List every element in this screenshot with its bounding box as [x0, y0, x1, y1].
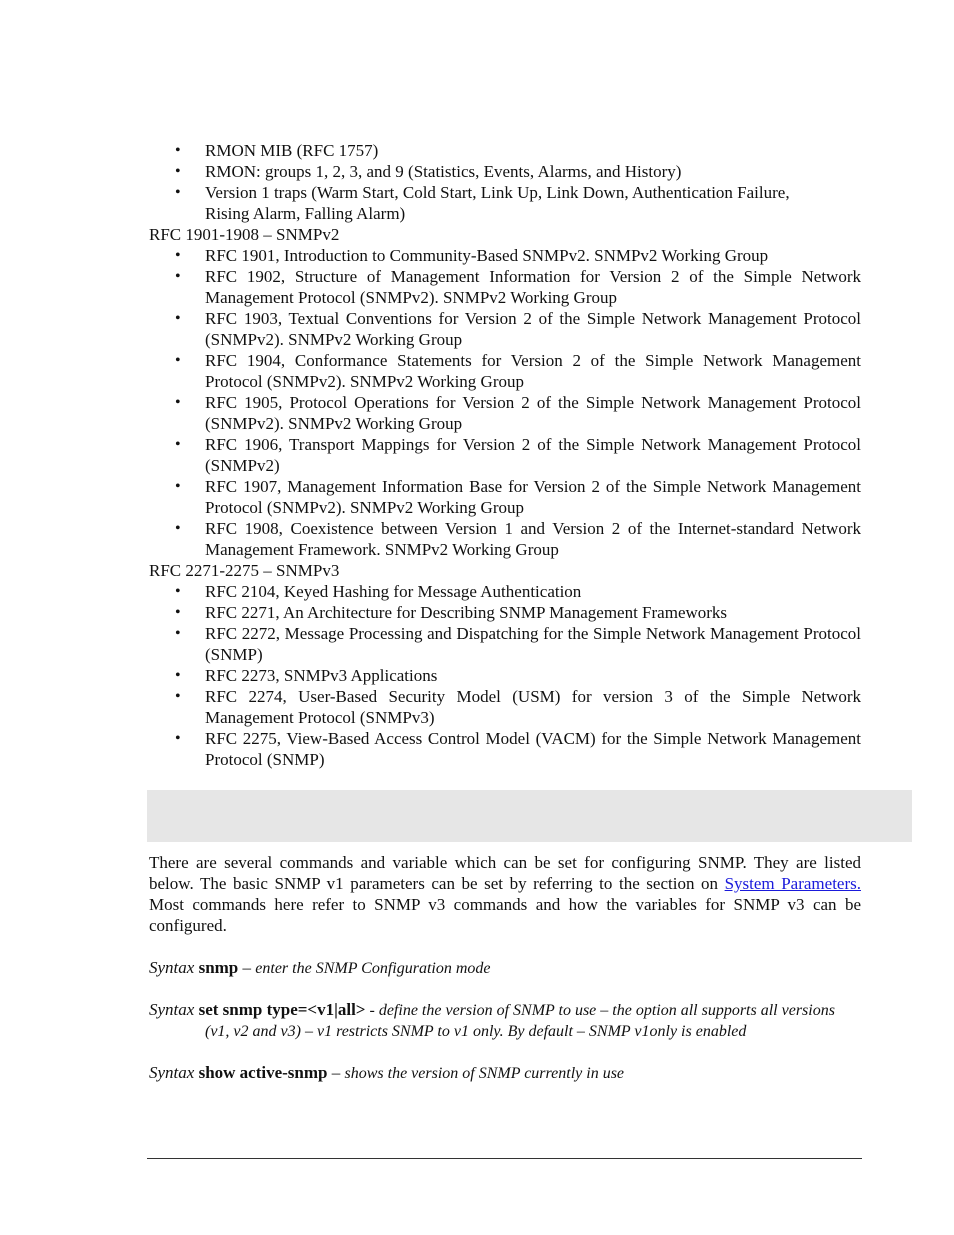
list-item: • Version 1 traps (Warm Start, Cold Start, Link Up, Link Down, Authentication Failure, Rising Alarm, Falling Alarm) — [149, 182, 861, 224]
intro-paragraph — [149, 852, 861, 936]
intro-text-after: Most commands here refer to SNMP v3 commands and how the variables for SNMP v3 can be configured. — [149, 895, 861, 935]
list-item: • RFC 1901, Introduction to Community-Based SNMPv2. SNMPv2 Working Group — [149, 245, 861, 266]
list-item: • RFC 2273, SNMPv3 Applications — [149, 665, 861, 686]
command-name: set snmp type=<v1|all> — [198, 1000, 366, 1019]
syntax-label: Syntax — [149, 1000, 195, 1019]
syntax-set-snmp-type — [149, 999, 861, 1042]
snmpv2-heading: RFC 1901-1908 – SNMPv2 — [149, 225, 340, 244]
command-description: define the version of SNMP to use – the option all supports all versions — [378, 1002, 835, 1019]
list-item: • RFC 1908, Coexistence between Version 1 and Version 2 of the Internet-standard Network Management Framework. SNMPv2 Working Group — [149, 518, 861, 560]
list-item: • RMON: groups 1, 2, 3, and 9 (Statistics, Events, Alarms, and History) — [149, 161, 861, 182]
list-item: • RFC 1906, Transport Mappings for Version 2 of the Simple Network Management Protocol (SNMPv2) — [149, 434, 861, 476]
list-item: • RMON MIB (RFC 1757) — [149, 140, 861, 161]
system-parameters-link[interactable]: System Parameters. — [724, 874, 861, 893]
list-item: • RFC 1905, Protocol Operations for Version 2 of the Simple Network Management Protocol (SNMPv2). SNMPv2 Working Group — [149, 392, 861, 434]
snmpv2-list — [149, 245, 861, 560]
separator: - — [365, 1002, 379, 1019]
command-description: shows the version of SNMP currently in use — [344, 1065, 625, 1082]
syntax-show-active-snmp — [149, 1062, 861, 1084]
list-item: • RFC 2275, View-Based Access Control Model (VACM) for the Simple Network Management Protocol (SNMP) — [149, 728, 861, 770]
command-description: enter the SNMP Configuration mode — [255, 960, 491, 977]
snmpv3-list — [149, 581, 861, 770]
rmon-list — [149, 140, 861, 224]
list-item: • RFC 1907, Management Information Base for Version 2 of the Simple Network Management Protocol (SNMPv2). SNMPv2 Working Group — [149, 476, 861, 518]
command-name: snmp — [198, 958, 239, 977]
footer-divider — [147, 1158, 862, 1159]
intro-text-before: There are several commands and variable which can be set for configuring SNMP. They are listed below. The basic SNMP v1 parameters can be set by referring to the section on — [149, 853, 861, 893]
syntax-snmp — [149, 957, 861, 979]
list-item: • RFC 2271, An Architecture for Describing SNMP Management Frameworks — [149, 602, 861, 623]
section-heading-bar — [147, 790, 912, 842]
list-item: • RFC 2274, User-Based Security Model (USM) for version 3 of the Simple Network Management Protocol (SNMPv3) — [149, 686, 861, 728]
command-description-continued: (v1, v2 and v3) – v1 restricts SNMP to v1 only. By default – SNMP v1only is enabled — [205, 1023, 747, 1040]
rmon-section — [149, 140, 861, 770]
snmpv3-heading: RFC 2271-2275 – SNMPv3 — [149, 561, 340, 580]
list-item: • RFC 1902, Structure of Management Information for Version 2 of the Simple Network Management Protocol (SNMPv2). SNMPv2 Working Group — [149, 266, 861, 308]
syntax-label: Syntax — [149, 1063, 195, 1082]
list-item: • RFC 1903, Textual Conventions for Version 2 of the Simple Network Management Protocol (SNMPv2). SNMPv2 Working Group — [149, 308, 861, 350]
separator: – — [327, 1063, 345, 1082]
command-name: show active-snmp — [198, 1063, 328, 1082]
list-item: • RFC 2104, Keyed Hashing for Message Authentication — [149, 581, 861, 602]
list-item: • RFC 2272, Message Processing and Dispatching for the Simple Network Management Protocol (SNMP) — [149, 623, 861, 665]
list-item: • RFC 1904, Conformance Statements for Version 2 of the Simple Network Management Protocol (SNMPv2). SNMPv2 Working Group — [149, 350, 861, 392]
syntax-label: Syntax — [149, 958, 195, 977]
separator: – — [238, 958, 256, 977]
